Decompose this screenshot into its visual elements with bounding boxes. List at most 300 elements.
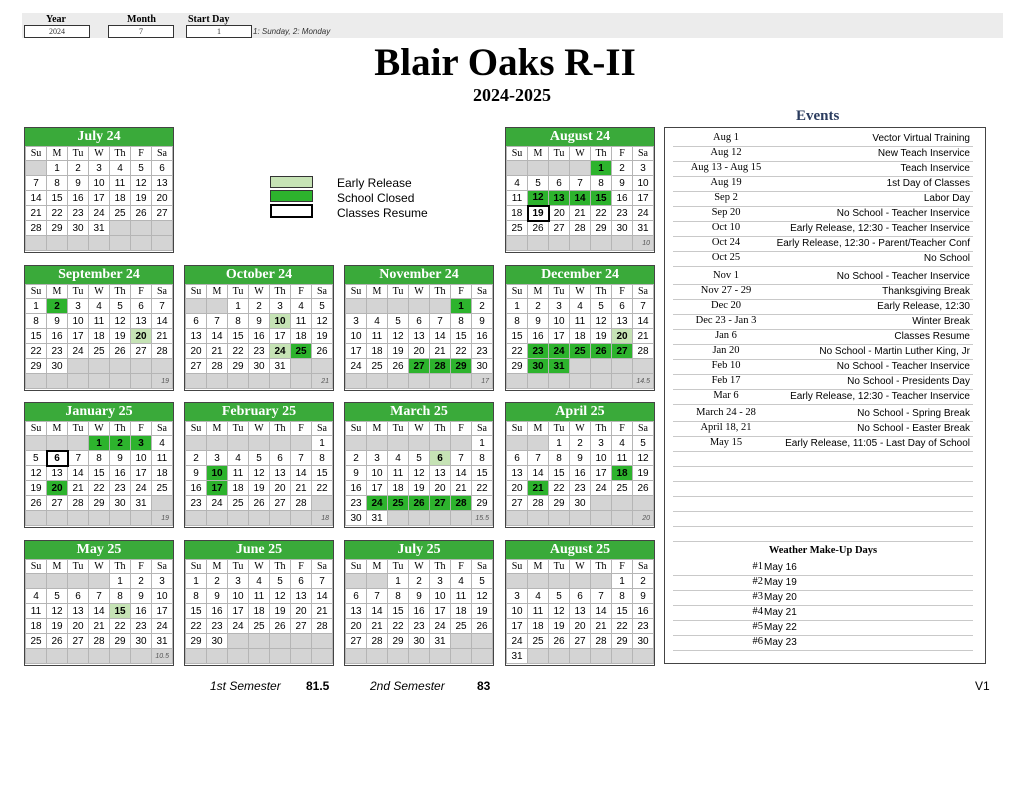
day-cell: 18 — [451, 604, 472, 619]
day-cell: 15 — [186, 604, 207, 619]
day-cell: 17 — [367, 481, 388, 496]
month-calendar — [505, 402, 655, 528]
day-cell: 26 — [249, 496, 270, 511]
day-cell: 13 — [186, 329, 207, 344]
day-cell: 29 — [89, 496, 110, 511]
empty-cell — [131, 359, 152, 374]
blank-row — [673, 511, 973, 527]
day-cell: 28 — [591, 634, 612, 649]
day-cell: 11 — [110, 176, 131, 191]
weekday-header: Tu — [68, 422, 89, 436]
day-cell: 27 — [47, 496, 68, 511]
weekday-header: Th — [270, 422, 291, 436]
day-cell: 30 — [409, 634, 430, 649]
empty-cell — [570, 236, 591, 251]
day-cell: 8 — [47, 176, 68, 191]
empty-cell — [570, 161, 591, 176]
day-cell: 2 — [472, 299, 493, 314]
weekday-header: M — [528, 422, 549, 436]
day-cell: 25 — [110, 206, 131, 221]
weekday-header: M — [528, 147, 549, 161]
day-cell: 21 — [367, 619, 388, 634]
empty-cell — [131, 221, 152, 236]
day-cell: 28 — [26, 221, 47, 236]
day-cell: 12 — [591, 314, 612, 329]
day-cell: 29 — [472, 496, 493, 511]
day-cell: 8 — [591, 176, 612, 191]
empty-cell — [549, 649, 570, 664]
parameter-bar — [22, 13, 1003, 38]
weekday-header: Su — [186, 560, 207, 574]
makeup-date: May 19 — [764, 577, 797, 588]
empty-cell — [570, 511, 591, 526]
empty-cell — [26, 374, 47, 389]
empty-cell — [312, 496, 333, 511]
weekday-header: Th — [591, 560, 612, 574]
day-cell: 31 — [633, 221, 654, 236]
day-cell: 22 — [549, 481, 570, 496]
empty-cell — [228, 649, 249, 664]
event-description: Early Release, 12:30 — [877, 301, 970, 312]
day-cell: 1 — [228, 299, 249, 314]
day-cell: 7 — [367, 589, 388, 604]
day-cell: 15 — [549, 466, 570, 481]
day-cell: 12 — [388, 329, 409, 344]
empty-cell — [47, 374, 68, 389]
day-cell: 14 — [152, 314, 173, 329]
day-cell: 6 — [346, 589, 367, 604]
empty-cell — [409, 436, 430, 451]
day-cell: 3 — [591, 436, 612, 451]
day-cell: 17 — [591, 466, 612, 481]
day-cell: 26 — [388, 359, 409, 374]
event-date: Aug 13 - Aug 15 — [690, 162, 762, 173]
month-calendar — [24, 127, 174, 253]
day-cell: 1 — [612, 574, 633, 589]
day-cell: 26 — [549, 634, 570, 649]
day-cell: 4 — [367, 314, 388, 329]
day-cell: 2 — [47, 299, 68, 314]
empty-cell — [409, 299, 430, 314]
day-cell: 13 — [270, 466, 291, 481]
day-cell: 30 — [346, 511, 367, 526]
start-day-label: Start Day — [188, 14, 230, 25]
start-day-field[interactable]: 1 — [186, 25, 252, 38]
empty-cell — [549, 374, 570, 389]
empty-cell — [591, 374, 612, 389]
day-cell: 28 — [367, 634, 388, 649]
day-cell: 17 — [633, 191, 654, 206]
day-cell: 31 — [270, 359, 291, 374]
day-cell: 7 — [451, 451, 472, 466]
day-cell: 1 — [388, 574, 409, 589]
day-cell: 31 — [430, 634, 451, 649]
day-cell: 8 — [612, 589, 633, 604]
empty-cell — [451, 374, 472, 389]
day-cell: 21 — [291, 481, 312, 496]
month-calendar — [344, 540, 494, 666]
day-cell: 3 — [228, 574, 249, 589]
day-cell: 15 — [228, 329, 249, 344]
day-cell: 21 — [312, 604, 333, 619]
weather-makeup-row — [673, 635, 973, 651]
weekday-header: Su — [26, 147, 47, 161]
month-calendar — [505, 265, 655, 391]
weekday-header: Sa — [633, 147, 654, 161]
empty-cell — [346, 436, 367, 451]
day-cell: 13 — [131, 314, 152, 329]
day-cell: 5 — [26, 451, 47, 466]
blank-row — [673, 526, 973, 542]
day-cell: 12 — [131, 176, 152, 191]
month-calendar — [344, 402, 494, 528]
weekday-header: M — [367, 560, 388, 574]
event-row — [673, 299, 973, 315]
month-calendar — [24, 402, 174, 528]
weekday-header: Tu — [228, 285, 249, 299]
day-cell: 27 — [270, 496, 291, 511]
weekday-header: Tu — [388, 422, 409, 436]
day-cell: 17 — [207, 481, 228, 496]
day-cell: 3 — [68, 299, 89, 314]
weekday-header: F — [451, 560, 472, 574]
makeup-date: May 22 — [764, 622, 797, 633]
empty-cell — [291, 374, 312, 389]
day-cell: 11 — [249, 589, 270, 604]
day-cell: 14 — [207, 329, 228, 344]
day-cell: 26 — [591, 344, 612, 359]
empty-cell — [249, 649, 270, 664]
event-date: Aug 1 — [713, 132, 739, 143]
weekday-header: F — [291, 285, 312, 299]
day-cell: 20 — [549, 206, 570, 221]
day-cell: 5 — [633, 436, 654, 451]
empty-cell — [367, 436, 388, 451]
day-cell: 8 — [89, 451, 110, 466]
day-cell: 24 — [507, 634, 528, 649]
day-cell: 1 — [89, 436, 110, 451]
empty-cell — [249, 634, 270, 649]
day-cell: 27 — [186, 359, 207, 374]
event-description: Early Release, 12:30 - Teacher Inservice — [790, 223, 970, 234]
day-cell: 24 — [591, 481, 612, 496]
day-cell: 14 — [451, 466, 472, 481]
month-field[interactable]: 7 — [108, 25, 174, 38]
day-cell: 19 — [270, 604, 291, 619]
event-row — [673, 389, 973, 405]
weekday-header: M — [47, 285, 68, 299]
empty-cell — [591, 574, 612, 589]
day-cell: 18 — [507, 206, 528, 221]
event-date: Feb 17 — [711, 375, 741, 386]
day-cell: 6 — [409, 314, 430, 329]
day-cell: 24 — [270, 344, 291, 359]
empty-cell — [507, 511, 528, 526]
day-cell: 15 — [612, 604, 633, 619]
event-date: Oct 24 — [711, 237, 741, 248]
day-cell: 16 — [249, 329, 270, 344]
empty-cell — [549, 161, 570, 176]
empty-cell — [152, 221, 173, 236]
day-cell: 11 — [612, 451, 633, 466]
month-school-day-count: 10.5 — [152, 649, 173, 664]
empty-cell — [131, 649, 152, 664]
day-cell: 10 — [346, 329, 367, 344]
day-cell: 21 — [89, 619, 110, 634]
empty-cell — [131, 511, 152, 526]
weekday-header: Tu — [549, 560, 570, 574]
day-cell: 29 — [388, 634, 409, 649]
day-cell: 11 — [228, 466, 249, 481]
day-cell: 27 — [68, 634, 89, 649]
day-cell: 24 — [207, 496, 228, 511]
day-cell: 5 — [131, 161, 152, 176]
day-cell: 25 — [570, 344, 591, 359]
blank-row — [673, 481, 973, 497]
day-cell: 30 — [472, 359, 493, 374]
empty-cell — [570, 574, 591, 589]
makeup-number: #1 — [752, 561, 763, 572]
month-title: May 25 — [25, 541, 173, 559]
day-cell: 17 — [131, 466, 152, 481]
day-cell: 16 — [186, 481, 207, 496]
day-cell: 24 — [131, 481, 152, 496]
weekday-header: M — [367, 285, 388, 299]
day-cell: 25 — [26, 634, 47, 649]
weekday-header: Su — [346, 422, 367, 436]
day-cell: 7 — [430, 314, 451, 329]
day-cell: 2 — [570, 436, 591, 451]
empty-cell — [207, 436, 228, 451]
day-cell: 2 — [131, 574, 152, 589]
weekday-header: F — [291, 560, 312, 574]
day-cell: 9 — [68, 176, 89, 191]
day-cell: 16 — [68, 191, 89, 206]
day-cell: 23 — [110, 481, 131, 496]
day-cell: 14 — [367, 604, 388, 619]
empty-cell — [249, 511, 270, 526]
event-date: Nov 1 — [713, 270, 739, 281]
empty-cell — [110, 221, 131, 236]
day-cell: 3 — [549, 299, 570, 314]
day-cell: 31 — [152, 634, 173, 649]
empty-cell — [612, 496, 633, 511]
day-cell: 6 — [68, 589, 89, 604]
weather-makeup-row — [673, 605, 973, 621]
day-cell: 15 — [312, 466, 333, 481]
empty-cell — [110, 374, 131, 389]
day-cell: 15 — [591, 191, 612, 206]
day-cell: 17 — [430, 604, 451, 619]
month-calendar — [184, 540, 334, 666]
day-cell: 10 — [89, 176, 110, 191]
weekday-header: F — [131, 422, 152, 436]
day-cell: 1 — [110, 574, 131, 589]
empty-cell — [270, 374, 291, 389]
day-cell: 25 — [528, 634, 549, 649]
day-cell: 2 — [110, 436, 131, 451]
day-cell: 23 — [249, 344, 270, 359]
event-description: Early Release, 12:30 - Parent/Teacher Conf — [776, 238, 970, 249]
empty-cell — [270, 649, 291, 664]
event-date: March 24 - 28 — [696, 407, 756, 418]
event-description: No School — [923, 253, 970, 264]
empty-cell — [472, 634, 493, 649]
empty-cell — [270, 511, 291, 526]
day-cell: 25 — [612, 481, 633, 496]
day-cell: 9 — [409, 589, 430, 604]
day-cell: 18 — [110, 191, 131, 206]
empty-cell — [207, 649, 228, 664]
day-cell: 20 — [430, 481, 451, 496]
day-cell: 2 — [68, 161, 89, 176]
day-cell: 21 — [591, 619, 612, 634]
day-cell: 23 — [570, 481, 591, 496]
day-cell: 10 — [152, 589, 173, 604]
empty-cell — [570, 374, 591, 389]
empty-cell — [507, 436, 528, 451]
empty-cell — [591, 649, 612, 664]
day-cell: 18 — [89, 329, 110, 344]
month-school-day-count: 19 — [152, 374, 173, 389]
empty-cell — [612, 649, 633, 664]
empty-cell — [451, 436, 472, 451]
month-calendar — [24, 540, 174, 666]
day-cell: 24 — [367, 496, 388, 511]
empty-cell — [312, 359, 333, 374]
classes-resume-swatch — [270, 204, 313, 218]
weekday-header: Sa — [152, 422, 173, 436]
day-cell: 24 — [346, 359, 367, 374]
day-cell: 18 — [152, 466, 173, 481]
empty-cell — [367, 649, 388, 664]
day-cell: 9 — [110, 451, 131, 466]
weekday-header: Sa — [152, 147, 173, 161]
day-cell: 19 — [633, 466, 654, 481]
day-cell: 21 — [528, 481, 549, 496]
empty-cell — [346, 574, 367, 589]
day-cell: 24 — [228, 619, 249, 634]
year-field[interactable]: 2024 — [24, 25, 90, 38]
weekday-header: F — [612, 285, 633, 299]
empty-cell — [186, 374, 207, 389]
day-cell: 14 — [312, 589, 333, 604]
empty-cell — [570, 649, 591, 664]
day-cell: 5 — [47, 589, 68, 604]
event-description: No School - Teacher Inservice — [836, 208, 970, 219]
day-cell: 22 — [612, 619, 633, 634]
events-title: Events — [796, 108, 840, 124]
event-date: Feb 10 — [711, 360, 741, 371]
day-cell: 27 — [346, 634, 367, 649]
day-cell: 13 — [68, 604, 89, 619]
empty-cell — [612, 511, 633, 526]
sem1-value: 81.5 — [306, 679, 330, 693]
day-cell: 8 — [186, 589, 207, 604]
day-cell: 21 — [633, 329, 654, 344]
month-school-day-count: 21 — [312, 374, 333, 389]
month-title: July 24 — [25, 128, 173, 146]
day-cell: 6 — [186, 314, 207, 329]
day-cell: 11 — [26, 604, 47, 619]
empty-cell — [312, 634, 333, 649]
event-row — [673, 436, 973, 452]
day-cell: 3 — [270, 299, 291, 314]
empty-cell — [528, 436, 549, 451]
day-cell: 22 — [26, 344, 47, 359]
start-day-note: 1: Sunday, 2: Monday — [253, 27, 331, 36]
month-school-day-count: 20 — [633, 511, 654, 526]
day-cell: 15 — [89, 466, 110, 481]
month-calendar — [344, 265, 494, 391]
weekday-header: Sa — [312, 285, 333, 299]
weekday-header: Su — [507, 147, 528, 161]
empty-cell — [89, 574, 110, 589]
day-cell: 17 — [346, 344, 367, 359]
day-cell: 30 — [110, 496, 131, 511]
day-cell: 5 — [312, 299, 333, 314]
empty-cell — [68, 511, 89, 526]
empty-cell — [131, 374, 152, 389]
day-cell: 5 — [409, 451, 430, 466]
day-cell: 1 — [507, 299, 528, 314]
day-cell: 9 — [249, 314, 270, 329]
empty-cell — [270, 436, 291, 451]
day-cell: 23 — [186, 496, 207, 511]
day-cell: 11 — [570, 314, 591, 329]
day-cell: 5 — [549, 589, 570, 604]
empty-cell — [207, 511, 228, 526]
empty-cell — [47, 236, 68, 251]
month-school-day-count: 18 — [312, 511, 333, 526]
day-cell: 21 — [26, 206, 47, 221]
day-cell: 24 — [633, 206, 654, 221]
day-cell: 20 — [270, 481, 291, 496]
weekday-header: Sa — [312, 560, 333, 574]
day-cell: 9 — [186, 466, 207, 481]
weekday-header: Sa — [152, 560, 173, 574]
day-cell: 9 — [346, 466, 367, 481]
day-cell: 15 — [47, 191, 68, 206]
day-cell: 6 — [291, 574, 312, 589]
day-cell: 28 — [152, 344, 173, 359]
day-cell: 29 — [549, 496, 570, 511]
weather-makeup-row — [673, 620, 973, 636]
day-cell: 14 — [291, 466, 312, 481]
day-cell: 26 — [131, 206, 152, 221]
empty-cell — [89, 511, 110, 526]
day-cell: 5 — [591, 299, 612, 314]
day-cell: 19 — [409, 481, 430, 496]
day-cell: 10 — [68, 314, 89, 329]
weekday-header: Sa — [312, 422, 333, 436]
day-cell: 7 — [591, 589, 612, 604]
day-cell: 18 — [367, 344, 388, 359]
day-cell: 16 — [47, 329, 68, 344]
weekday-header: Su — [26, 422, 47, 436]
day-cell: 23 — [131, 619, 152, 634]
legend-school-closed: School Closed — [337, 191, 415, 205]
day-cell: 17 — [89, 191, 110, 206]
day-cell: 29 — [591, 221, 612, 236]
weekday-header: F — [131, 560, 152, 574]
day-cell: 8 — [451, 314, 472, 329]
event-row — [673, 251, 973, 267]
year-label: Year — [46, 14, 66, 25]
event-date: Sep 20 — [711, 207, 741, 218]
empty-cell — [68, 436, 89, 451]
day-cell: 9 — [633, 589, 654, 604]
